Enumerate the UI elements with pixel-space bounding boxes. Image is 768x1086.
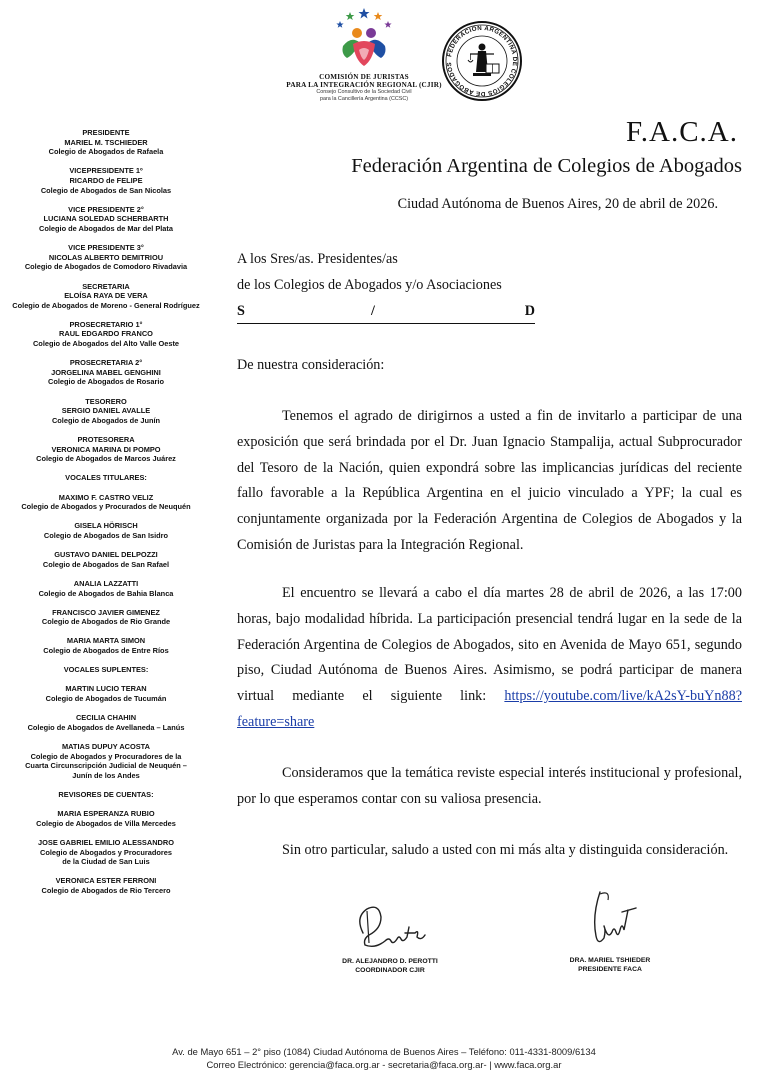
board-member-name: NICOLAS ALBERTO DEMITRIOU — [48, 252, 164, 262]
sd-slash: / — [371, 302, 375, 319]
board-member-org: Colegio de Abogados de Avellaneda – Lanús — [27, 722, 185, 732]
sd-line — [237, 299, 535, 324]
cjir-logo — [276, 6, 452, 114]
board-member — [0, 243, 212, 272]
board-member-name: MARIA ESPERANZA RUBIO — [57, 809, 155, 819]
board-member-org: Colegio de Abogados de Bahia Blanca — [38, 588, 174, 598]
board-member-org: Colegio de Abogados de Tucumán — [45, 694, 167, 704]
board-member — [0, 493, 212, 512]
board-member-name: JOSE GABRIEL EMILIO ALESSANDRO — [38, 837, 174, 847]
board-member-org: Colegio de Abogados de San Isidro — [43, 530, 169, 540]
signature-block-tshieder — [540, 886, 680, 974]
board-member-name: LUCIANA SOLEDAD SCHERBARTH — [43, 214, 169, 224]
board-member-name: CECILIA CHAHIN — [75, 713, 137, 723]
signatory-title: PRESIDENTE FACA — [578, 966, 642, 973]
board-member-name: VERONICA MARINA DI POMPO — [51, 444, 161, 454]
board-member — [0, 608, 212, 627]
board-member-org: Colegio de Abogados del Alto Valle Oeste — [32, 339, 180, 349]
board-member-name: GUSTAVO DANIEL DELPOZZI — [54, 550, 158, 560]
board-member-name: RAUL EDGARDO FRANCO — [59, 329, 153, 339]
board-member-org: Colegio de Abogados de Mar del Plata — [38, 223, 173, 233]
sd-d: D — [524, 302, 535, 319]
section-heading-vocales-titulares: VOCALES TITULARES: — [65, 473, 147, 483]
board-member-org: Colegio de Abogados de Rio Grande — [41, 617, 171, 627]
board-member-org: Colegio de Abogados y Procurados de Neuquén — [21, 502, 191, 512]
board-member-org: Colegio de Abogados de San Rafael — [42, 559, 170, 569]
youtube-link[interactable]: https://youtube.com/live/kA2sY-buYn88?feature=share — [237, 688, 742, 730]
board-member-role: PROSECRETARIA 2° — [69, 358, 143, 368]
faca-seal — [441, 20, 523, 102]
faca-seal-text: FEDERACION ARGENTINA DE COLEGIOS DE ABOGADOS — [445, 24, 519, 98]
board-member-role: PROSECRETARIO 1° — [69, 319, 143, 329]
letter-address — [237, 247, 742, 324]
board-member-name: JORGELINA MABEL GENGHINI — [51, 367, 161, 377]
board-member-name: SERGIO DANIEL AVALLE — [61, 406, 151, 416]
board-member-name: MAXIMO F. CASTRO VELIZ — [58, 492, 154, 502]
board-member — [0, 397, 212, 426]
cjir-sub-line1: Consejo Consultivo de la Sociedad Civil — [316, 89, 412, 95]
letter-greeting: De nuestra consideración: — [237, 357, 385, 373]
board-member — [0, 550, 212, 569]
board-member-org: Colegio de Abogados de Rafaela — [48, 147, 164, 157]
signatory-name: DRA. MARIEL TSHIEDER — [569, 957, 651, 964]
paragraph-2-text: El encuentro se llevará a cabo el día martes 28 de abril de 2026, a las 17:00 horas, bajo modalidad híbrida. La participación presencial tendrá lugar en la sede de la Federación Argentina de Colegios de Abogados, sito en Avenida de Mayo 651, segundo piso, Ciudad Autónoma de Buenos Aires. Asimismo, se podrá participar de manera virtual mediante el siguiente link: — [237, 585, 742, 705]
handwritten-signature-icon — [570, 886, 650, 952]
org-full-name: Federación Argentina de Colegios de Abogados — [351, 155, 742, 177]
board-member — [0, 435, 212, 464]
board-member-org: Colegio de Abogados y Procuradores de la Cuarta Circunscripción Judicial de Neuquén – Junín de los Andes — [25, 751, 187, 780]
handwritten-signature-icon — [345, 897, 435, 953]
cjir-name-line1: COMISIÓN DE JURISTAS — [319, 73, 409, 81]
board-member-org: Colegio de Abogados de San Nicolas — [40, 185, 172, 195]
board-member-name: GISELA HÖRISCH — [74, 521, 138, 531]
cjir-emblem-icon — [329, 6, 399, 70]
address-line: de los Colegios de Abogados y/o Asociaciones — [237, 276, 502, 293]
board-member — [0, 521, 212, 540]
board-member — [0, 876, 212, 895]
board-member-org: Colegio de Abogados y Procuradores de la Ciudad de San Luis — [40, 847, 172, 867]
board-member-role: VICE PRESIDENTE 2° — [68, 204, 144, 214]
board-member-name: MARIA MARTA SIMON — [66, 636, 146, 646]
board-member-role: VICEPRESIDENTE 1º — [69, 166, 143, 176]
board-member — [0, 713, 212, 732]
board-member-name: FRANCISCO JAVIER GIMENEZ — [52, 607, 160, 617]
section-heading-vocales-suplentes: VOCALES SUPLENTES: — [63, 665, 149, 675]
board-member-org: Colegio de Abogados de Marcos Juárez — [36, 454, 176, 464]
board-member-name: ELOÍSA RAYA DE VERA — [64, 291, 148, 301]
letter-date: Ciudad Autónoma de Buenos Aires, 20 de abril de 2026. — [397, 196, 718, 212]
board-member — [0, 838, 212, 867]
signatory-name: DR. ALEJANDRO D. PEROTTI — [342, 958, 438, 965]
board-member — [0, 636, 212, 655]
board-member-role: PRESIDENTE — [82, 128, 130, 137]
board-member — [0, 579, 212, 598]
board-member — [0, 128, 212, 157]
letter-paragraph-2 — [237, 581, 742, 736]
board-member-role: VICE PRESIDENTE 3° — [68, 243, 144, 253]
board-member-role: PROTESORERA — [77, 435, 135, 444]
board-member-name: VERONICA ESTER FERRONI — [55, 876, 157, 886]
sd-s: S — [237, 302, 245, 319]
board-member-name: MATIAS DUPUY ACOSTA — [61, 742, 150, 751]
footer-contact: Correo Electrónico: gerencia@faca.org.ar - secretaria@faca.org.ar- | www.faca.org.ar — [206, 1058, 562, 1070]
faca-seal-icon — [441, 20, 523, 102]
cjir-name-line2: PARA LA INTEGRACIÓN REGIONAL (CJIR) — [286, 81, 442, 89]
board-member — [0, 205, 212, 234]
board-member — [0, 166, 212, 195]
address-line: A los Sres/as. Presidentes/as — [237, 251, 398, 267]
board-member-org: Colegio de Abogados de Rio Tercero — [41, 885, 171, 895]
section-heading-revisores: REVISORES DE CUENTAS: — [58, 789, 154, 799]
board-member-org: Colegio de Abogados de Moreno - General Rodríguez — [12, 300, 200, 310]
board-member — [0, 358, 212, 387]
cjir-sub-line2: para la Cancillería Argentina (CCSC) — [319, 95, 409, 102]
board-member-name: MARTIN LUCIO TERAN — [65, 684, 147, 694]
letter-paragraph-3: Consideramos que la temática reviste especial interés institucional y profesional, por lo que esperamos contar con su valiosa presencia. — [237, 765, 742, 807]
board-member-name: RICARDO de FELIPE — [69, 175, 143, 185]
board-member — [0, 809, 212, 828]
board-member-org: Colegio de Abogados de Entre Ríos — [43, 646, 169, 656]
board-member-name: ANALIA LAZZATTI — [73, 578, 139, 588]
signature-block-perotti — [320, 897, 460, 975]
board-member-org: Colegio de Abogados de Villa Mercedes — [36, 818, 176, 828]
org-abbreviation: F.A.C.A. — [625, 116, 738, 148]
board-member-name: MARIEL M. TSCHIEDER — [64, 137, 148, 147]
board-member — [0, 320, 212, 349]
board-member — [0, 282, 212, 311]
board-member-org: Colegio de Abogados de Rosario — [48, 377, 164, 387]
board-member-role: SECRETARIA — [82, 281, 130, 291]
board-member-org: Colegio de Abogados de Comodoro Rivadavia — [24, 262, 188, 272]
footer-address: Av. de Mayo 651 – 2° piso (1084) Ciudad Autónoma de Buenos Aires – Teléfono: 011-4331-8009/6134 — [172, 1046, 596, 1057]
board-member — [0, 684, 212, 703]
board-member-org: Colegio de Abogados de Junín — [51, 415, 161, 425]
page-footer — [0, 1046, 768, 1071]
board-sidebar — [0, 128, 212, 905]
letter-closing: Sin otro particular, saludo a usted con mi más alta y distinguida consideración. — [282, 842, 729, 858]
board-member — [0, 742, 212, 780]
board-member-role: TESORERO — [85, 396, 127, 406]
signatory-title: COORDINADOR CJIR — [355, 967, 425, 974]
letter-paragraph-1: Tenemos el agrado de dirigirnos a usted a fin de invitarlo a participar de una exposición que será brindada por el Dr. Juan Ignacio Stampalija, actual Subprocurador del Tesoro de la Nación, quien expondrá sobre las implicancias jurídicas del reciente fallo favorable a la República Argentina en el juicio vinculado a YPF; la cual es conjuntamente organizada por la Federación Argentina de Colegios de Abogados y la Comisión de Juristas para la Integración Regional. — [237, 408, 742, 553]
